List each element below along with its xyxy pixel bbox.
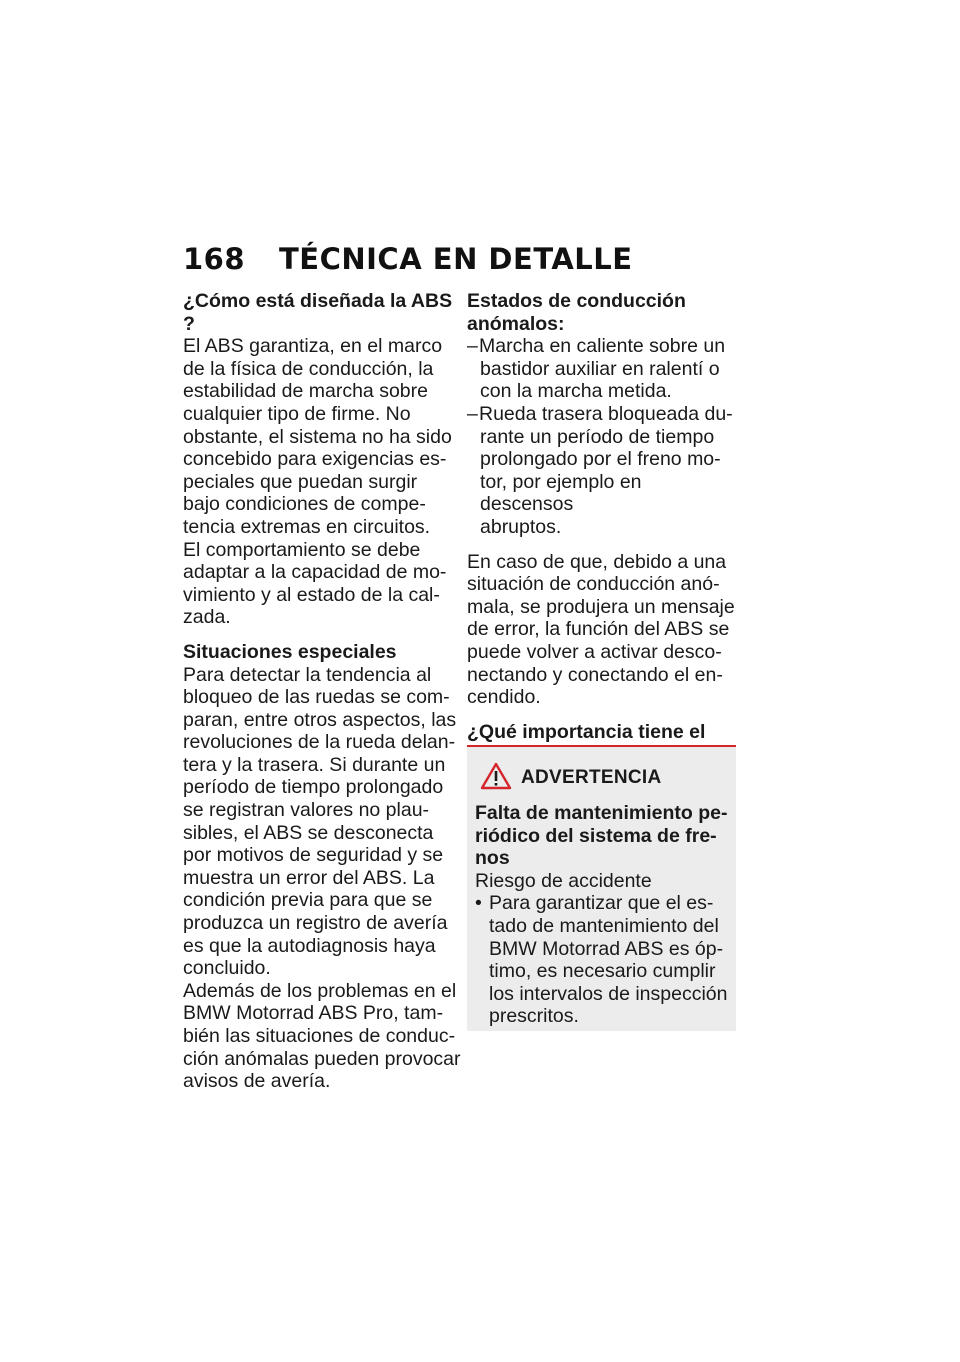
text-line: bién las situaciones de conduc- (183, 1025, 456, 1047)
list-item (467, 403, 739, 539)
text-line: Para detectar la tendencia al (183, 663, 432, 686)
text-line: bloqueo de las ruedas se com- (183, 686, 450, 709)
heading-line: Falta de mantenimiento pe- (475, 802, 728, 824)
text-line: prolongado por el freno mo- (480, 448, 721, 471)
text-line: bastidor auxiliar en ralentí o (480, 357, 720, 380)
right-column (467, 290, 739, 766)
warning-triangle-icon (479, 761, 513, 791)
page-number: 168 (183, 242, 246, 276)
text-line: estabilidad de marcha sobre (183, 380, 428, 403)
text-line: es que la autodiagnosis haya (183, 934, 436, 957)
special-situations-text (183, 663, 461, 1093)
page-header (183, 242, 633, 276)
text-line: Rueda trasera bloqueada du- (479, 402, 733, 425)
text-line: abruptos. (480, 515, 562, 538)
warning-risk: Riesgo de accidente (475, 869, 652, 892)
text-line: Además de los problemas en el (183, 979, 457, 1002)
text-line: concluido. (183, 957, 271, 980)
chapter-title: TÉCNICA EN DETALLE (279, 242, 633, 276)
warning-instruction (475, 892, 733, 1028)
section-heading-abnormal-states (467, 290, 739, 335)
text-line: condición previa para que se (183, 889, 433, 912)
text-line: período de tiempo prolongado (183, 776, 444, 799)
text-line: revoluciones de la rueda delan- (183, 731, 456, 754)
heading-line: Estados de conducción (467, 290, 686, 312)
text-line: tera y la trasera. Si durante un (183, 753, 446, 776)
text-line: tado de mantenimiento del (489, 914, 719, 937)
text-line: nectando y conectando el en- (467, 663, 723, 686)
text-line: BMW Motorrad ABS es óp- (489, 937, 724, 960)
text-line: concebido para exigencias es- (183, 448, 447, 471)
heading-line: nos (475, 847, 510, 870)
list-item (467, 335, 739, 403)
warning-heading (475, 802, 733, 870)
text-line: bajo condiciones de compe- (183, 493, 426, 516)
text-line: timo, es necesario cumplir (489, 960, 716, 983)
text-line: los intervalos de inspección (489, 982, 728, 1005)
section-heading-special-situations: Situaciones especiales (183, 640, 397, 663)
text-line: puede volver a activar desco- (467, 640, 722, 663)
left-column (183, 290, 461, 1093)
warning-box (467, 745, 736, 1031)
text-line: prescritos. (489, 1005, 579, 1028)
abnormal-states-paragraph (467, 551, 739, 709)
text-line: sibles, el ABS se desconecta (183, 821, 434, 844)
text-line: peciales que puedan surgir (183, 470, 418, 493)
bullet-marker: • (475, 892, 482, 915)
text-line: tencia extremas en circuitos. (183, 515, 431, 538)
text-line: rante un período de tiempo (480, 425, 715, 448)
text-line: por motivos de seguridad y se (183, 844, 444, 867)
text-line: paran, entre otros aspectos, las (183, 708, 457, 731)
text-line: avisos de avería. (183, 1070, 331, 1093)
text-line: Para garantizar que el es- (489, 892, 714, 915)
text-line: produzca un registro de avería (183, 912, 448, 935)
heading-line: riódico del sistema de fre- (475, 824, 717, 847)
text-line: con la marcha metida. (480, 380, 672, 403)
text-line: situación de conducción anó- (467, 573, 720, 596)
text-line: Marcha en caliente sobre un (479, 335, 726, 358)
text-line: muestra un error del ABS. La (183, 866, 435, 889)
dash-marker: – (467, 335, 478, 358)
text-line: El comportamiento se debe (183, 538, 421, 561)
abs-design-text (183, 335, 455, 629)
heading-line: anómalos: (467, 312, 565, 335)
text-line: vimiento y al estado de la cal- (183, 583, 440, 606)
text-line: obstante, el sistema no ha sido (183, 425, 452, 448)
text-line: mala, se produjera un mensaje (467, 595, 735, 618)
text-line: El ABS garantiza, en el marco (183, 335, 443, 358)
text-line: cualquier tipo de firme. No (183, 402, 411, 425)
text-line: En caso de que, debido a una (467, 550, 727, 573)
text-line: de error, la función del ABS se (467, 618, 730, 641)
text-line: tor, por ejemplo en descensos (480, 470, 642, 516)
text-line: BMW Motorrad ABS Pro, tam- (183, 1002, 444, 1025)
text-line: cendido. (467, 686, 541, 709)
warning-title: ADVERTENCIA (521, 767, 662, 788)
text-line: se registran valores no plau- (183, 799, 430, 822)
text-line: de la física de conducción, la (183, 357, 434, 380)
heading-line: ¿Qué importancia tiene el (467, 720, 706, 743)
text-line: ción anómalas pueden provocar (183, 1047, 461, 1070)
dash-marker: – (467, 402, 478, 425)
text-line: zada. (183, 606, 231, 629)
text-line: adaptar a la capacidad de mo- (183, 561, 447, 584)
section-heading-abs-design: ¿Cómo está diseñada la ABS ? (183, 290, 453, 335)
